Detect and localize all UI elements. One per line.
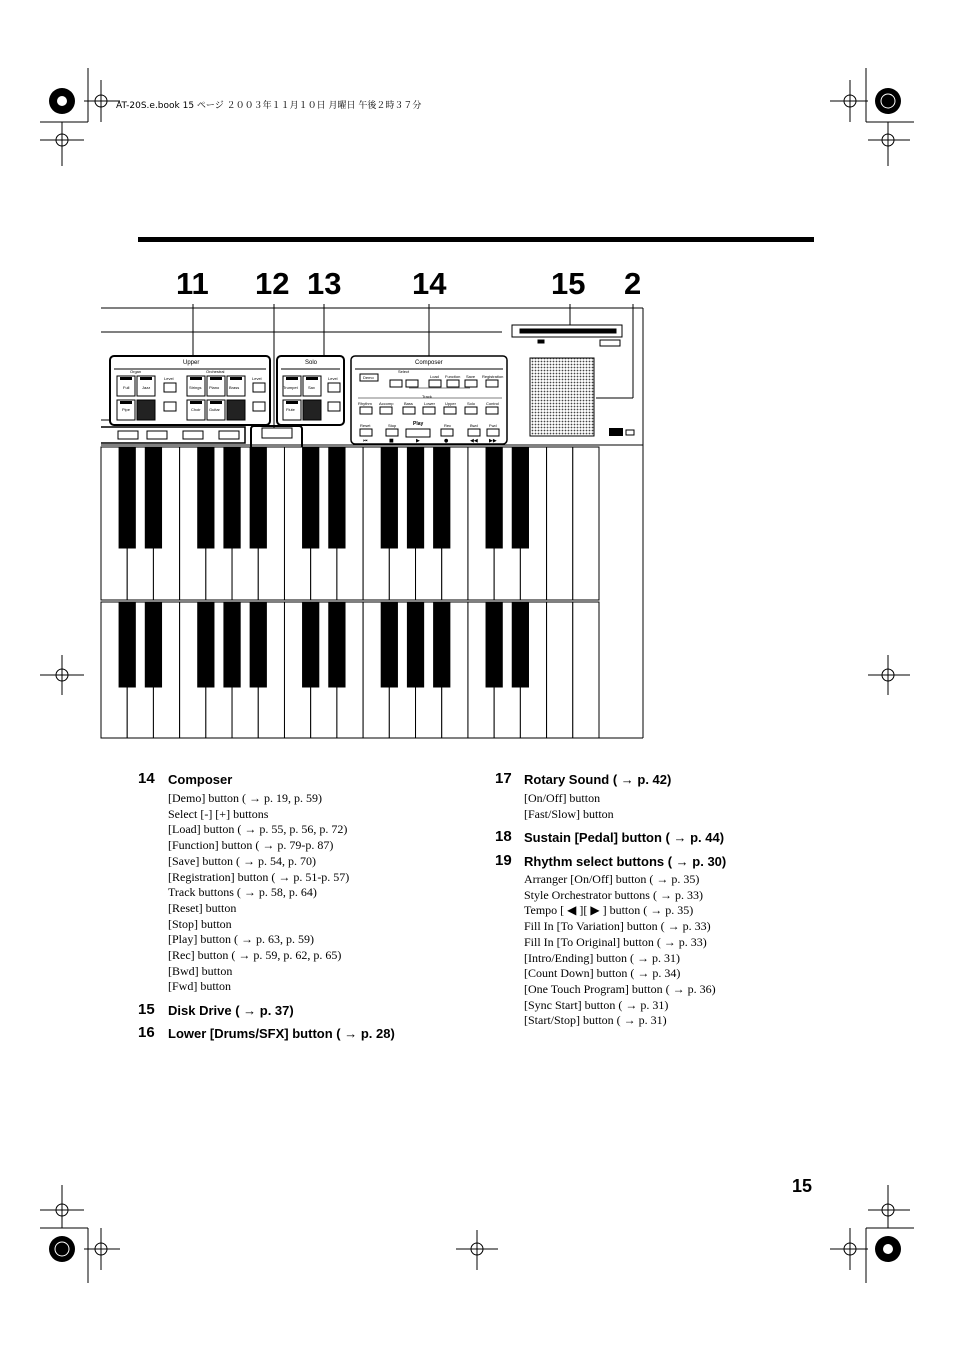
section-number: 19 [495,852,512,869]
black-key [329,447,345,548]
upper-title: Upper [183,360,200,366]
solo-button-flute[interactable]: Flute [286,407,295,412]
composer-registration-button[interactable]: Registration [482,374,504,379]
white-key [573,447,599,600]
white-key [547,447,573,600]
black-key [224,602,240,687]
list-item: [Start/Stop] button ( → p. 31) [524,1013,667,1028]
organ-label: Organ [130,369,142,374]
callout-2: 2 [624,266,642,301]
white-key [573,602,599,738]
list-item: [Save] button ( → p. 54, p. 70) [168,853,316,868]
list-item: Select [-] [+] buttons [168,806,269,821]
black-key [119,447,135,548]
callout-15: 15 [551,266,586,301]
track-accomp-button[interactable]: Accomp [379,401,394,406]
section-number: 16 [138,1024,155,1041]
section-number: 17 [495,770,512,787]
list-item: Style Orchestrator buttons ( → p. 33) [524,887,703,902]
track-solo-button[interactable]: Solo [467,401,476,406]
black-key [303,447,319,548]
list-item: [Bwd] button [168,963,233,978]
composer-select-label: Select [398,369,410,374]
svg-text:▶: ▶ [416,438,420,444]
rotary-item-list [524,791,614,822]
page-number: 15 [792,1176,813,1196]
list-item: [Function] button ( → p. 79-p. 87) [168,838,334,853]
black-key [250,447,266,548]
list-item: [One Touch Program] button ( → p. 36) [524,981,716,996]
transport-play-button[interactable]: Play [413,421,424,427]
list-item: [On/Off] button [524,791,601,805]
list-item: Fill In [To Original] button ( → p. 33) [524,934,707,949]
solo-button-sax[interactable]: Sax [308,385,315,390]
list-item: [Count Down] button ( → p. 34) [524,966,681,981]
composer-track-label: Track [422,394,432,399]
black-key [486,447,502,548]
composer-title: Composer [415,360,443,366]
callout-12: 12 [255,266,290,301]
speaker-grille [530,358,594,436]
upper-button-guitar[interactable]: Guitar [209,407,220,412]
composer-load-button[interactable]: Load [430,374,439,379]
section-number: 15 [138,1001,155,1018]
black-key [434,602,450,687]
section-title-sustain: Sustain [Pedal] button ( → p. 44) [524,830,725,845]
upper-button-jazz[interactable]: Jazz [142,385,151,390]
section-title-disk-drive: Disk Drive ( → p. 37) [168,1003,294,1018]
section-title-composer: Composer [168,772,233,787]
composer-demo-button[interactable]: Demo [363,375,374,380]
black-key [224,447,240,548]
composer-function-button[interactable]: Function [445,374,461,379]
list-item: [Registration] button ( → p. 51-p. 57) [168,869,350,884]
upper-button-brass[interactable]: Brass [229,385,240,390]
track-rhythm-button[interactable]: Rhythm [358,401,372,406]
list-item: [Demo] button ( → p. 19, p. 59) [168,791,322,805]
black-key [486,602,502,687]
svg-text:⏮: ⏮ [363,438,368,444]
section-title-rhythm-select: Rhythm select buttons ( → p. 30) [524,854,727,869]
list-item: [Fwd] button [168,979,231,994]
callout-14: 14 [412,266,447,301]
section-number: 18 [495,828,512,845]
upper-level-label: Level [164,376,174,381]
black-key [303,602,319,687]
list-item: [Sync Start] button ( → p. 31) [524,997,669,1012]
list-item: Arranger [On/Off] button ( → p. 35) [524,872,700,886]
track-control-button[interactable]: Control [486,401,499,406]
black-key [145,602,161,687]
upper-level-label-2: Level [252,376,262,381]
black-key [381,447,397,548]
callout-13: 13 [307,266,342,301]
transport-reset-button[interactable]: Reset [360,423,371,428]
svg-text:●: ● [444,438,449,444]
rhythm-item-list [524,872,716,1029]
solo-level-label: Level [328,376,338,381]
svg-text:◀◀: ◀◀ [470,438,478,444]
composer-save-button[interactable]: Save [466,374,476,379]
track-lower-button[interactable]: Lower [424,401,435,406]
black-key [434,447,450,548]
list-item: [Rec] button ( → p. 59, p. 62, p. 65) [168,948,342,963]
black-key [407,602,423,687]
list-item: [Intro/Ending] button ( → p. 31) [524,950,680,965]
logo-mark-2 [626,430,634,435]
upper-button-pipe[interactable]: Pipe [122,407,131,412]
black-key [119,602,135,687]
section-title-rotary-sound: Rotary Sound ( → p. 42) [524,772,672,787]
list-item: [Load] button ( → p. 55, p. 56, p. 72) [168,822,348,837]
track-upper-button[interactable]: Upper [445,401,456,406]
composer-item-list [168,791,349,995]
black-key [512,447,528,548]
section-number: 14 [138,770,155,787]
disk-drive [512,325,622,346]
solo-title: Solo [305,360,318,366]
black-key [198,447,214,548]
svg-text:■: ■ [389,438,394,444]
black-key [407,447,423,548]
black-key [145,447,161,548]
upper-button-full[interactable]: Full [123,385,130,390]
logo-mark [609,428,623,436]
transport-fwd-button[interactable]: Fwd [489,423,497,428]
black-key [329,602,345,687]
upper-button-choir[interactable]: Choir [191,407,201,412]
black-key [250,602,266,687]
section-title-lower-drums: Lower [Drums/SFX] button ( → p. 28) [168,1026,395,1041]
white-key [547,602,573,738]
upper-button-piano[interactable]: Piano [209,385,220,390]
black-key [512,602,528,687]
svg-text:▶▶: ▶▶ [489,438,497,444]
black-key [198,602,214,687]
solo-button-trumpet[interactable]: Trumpet [283,385,298,390]
list-item: Fill In [To Variation] button ( → p. 33) [524,919,711,934]
callout-11: 11 [176,266,209,301]
list-item: [Fast/Slow] button [524,806,614,821]
track-bass-button[interactable]: Bass [404,401,413,406]
orchestral-label: Orchestral [206,369,225,374]
list-item: Track buttons ( → p. 58, p. 64) [168,885,317,900]
list-item: [Reset] button [168,900,237,915]
black-key [381,602,397,687]
upper-button-strings[interactable]: Strings [189,385,202,390]
transport-rec-button[interactable]: Rec [444,423,452,428]
transport-bwd-button[interactable]: Bwd [470,423,478,428]
list-item: [Stop] button [168,916,232,931]
file-info-header: AT-20S.e.book 15 ページ ２００３年１１月１０日 月曜日 午後２時３７分 [116,101,422,111]
list-item: [Play] button ( → p. 63, p. 59) [168,932,314,947]
transport-stop-button[interactable]: Stop [388,423,397,428]
list-item: Tempo [ ◀ ][ ▶ ] button ( → p. 35) [524,903,694,918]
